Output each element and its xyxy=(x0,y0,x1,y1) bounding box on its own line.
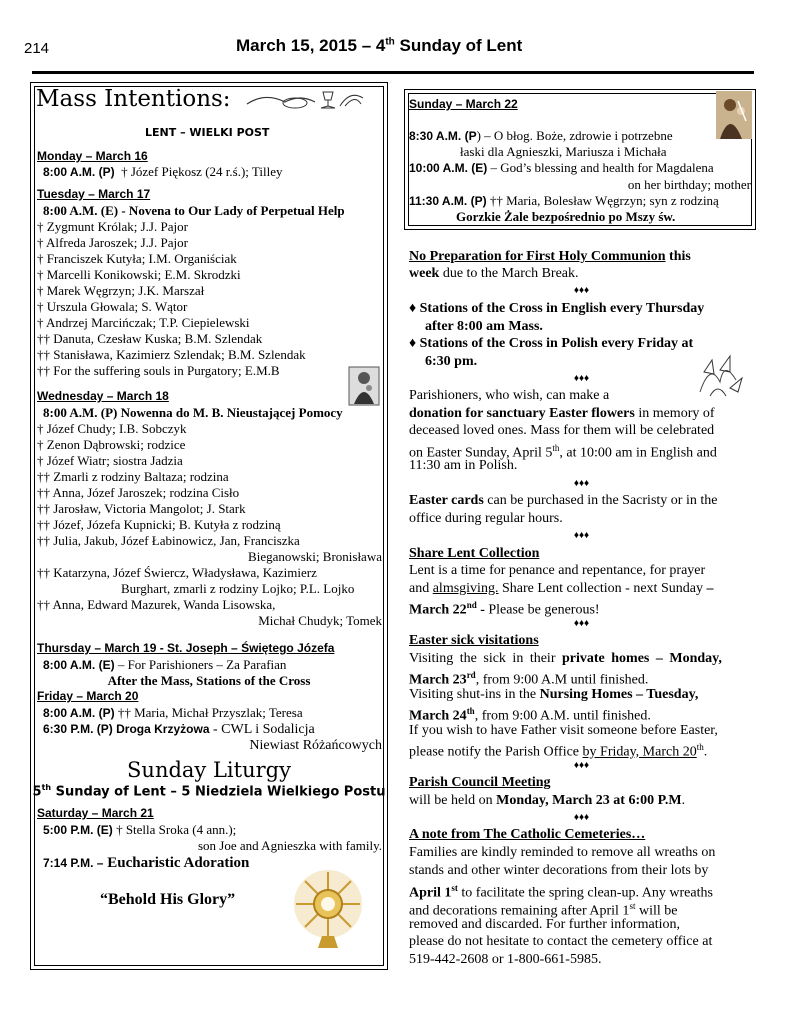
parish-council-line: will be held on Monday, March 23 at 6:00 P.M. xyxy=(409,793,686,808)
saturday-adoration: 7:14 P.M. – Eucharistic Adoration xyxy=(43,855,250,871)
intention-line: †† Anna, Józef Jaroszek; rodzina Cisło xyxy=(37,485,240,500)
intention-line: †† Danuta, Czesław Kuska; B.M. Szlendak xyxy=(37,331,263,346)
header-rule xyxy=(32,71,754,74)
monday-line: 8:00 A.M. (P) † Józef Piękosz (24 r.ś.); Tilley xyxy=(43,164,283,179)
intention-line: † Józef Chudy; I.B. Sobczyk xyxy=(37,421,187,436)
divider-diamonds: ♦♦♦ xyxy=(573,478,590,489)
share-lent-line-1: Lent is a time for penance and repentance, for prayer xyxy=(409,563,706,578)
sick-visits-line-6: please notify the Parish Office by Friday, March 20th. xyxy=(409,742,708,760)
flowers-line-5: 11:30 am in Polish. xyxy=(409,458,518,473)
intention-line: Burghart, zmarli z rodziny Lojko; P.L. Lojko xyxy=(121,581,355,596)
tuesday-intentions xyxy=(37,219,382,379)
mass-intentions-title: Mass Intentions: xyxy=(36,86,231,112)
wednesday-heading: Wednesday – March 18 xyxy=(37,389,169,403)
easter-cards-line-1: Easter cards can be purchased in the Sacristy or in the xyxy=(409,493,718,508)
cemeteries-title: A note from The Catholic Cemeteries… xyxy=(409,827,646,842)
divider-diamonds: ♦♦♦ xyxy=(573,373,590,384)
intention-line: † Andrzej Marcińczak; T.P. Ciepielewski xyxy=(37,315,250,330)
share-lent-title: Share Lent Collection xyxy=(409,546,540,561)
monstrance-illustration xyxy=(288,866,368,950)
divider-diamonds: ♦♦♦ xyxy=(573,760,590,771)
gorzkie-zale: Gorzkie Żale bezpośrednio po Mszy św. xyxy=(456,209,676,224)
intention-line: Bieganowski; Bronisława xyxy=(248,549,382,564)
monday-heading: Monday – March 16 xyxy=(37,149,148,163)
cemeteries-line-7: 519-442-2608 or 1-800-661-5985. xyxy=(409,952,602,967)
intention-line: †† Julia, Jakub, Józef Łabinowicz, Jan, Franciszka xyxy=(37,533,300,548)
intention-line: †† For the suffering souls in Purgatory; E.M.B xyxy=(37,363,280,378)
intention-line: † Alfreda Jaroszek; J.J. Pajor xyxy=(37,235,188,250)
stations-english: ♦ Stations of the Cross in English every Thursday xyxy=(409,301,705,316)
intention-line: †† Józef, Józefa Kupnicki; B. Kutyła z rodziną xyxy=(37,517,281,532)
intention-line: †† Stanisława, Kazimierz Szlendak; B.M. Szlendak xyxy=(37,347,306,362)
saturday-line-2: son Joe and Agnieszka with family. xyxy=(197,838,382,853)
thursday-stations: After the Mass, Stations of the Cross xyxy=(107,673,311,688)
divider-diamonds: ♦♦♦ xyxy=(573,812,590,823)
behold-his-glory: “Behold His Glory” xyxy=(100,891,236,908)
intention-line: † Urszula Głowala; S. Wątor xyxy=(37,299,188,314)
intention-line: † Zygmunt Królak; J.J. Pajor xyxy=(37,219,188,234)
sunday-1130-line: 11:30 A.M. (P) †† Maria, Bolesław Węgrzyn; syn z rodziną xyxy=(409,193,719,208)
friday-line-1: 8:00 A.M. (P) †† Maria, Michał Przyszlak; Teresa xyxy=(43,705,303,720)
intention-line: †† Zmarli z rodziny Baltaza; rodzina xyxy=(37,469,229,484)
parish-council-title: Parish Council Meeting xyxy=(409,775,551,790)
sunday-1000-line: 10:00 A.M. (E) – God’s blessing and health for Magdalena xyxy=(409,160,714,175)
sunday-1000-cont: on her birthday; mother xyxy=(627,177,751,192)
easter-cards-line-2: office during regular hours. xyxy=(409,511,563,526)
intention-line: † Józef Wiatr; siostra Jadzia xyxy=(37,453,183,468)
cemeteries-line-4: and decorations remaining after April 1st will be xyxy=(409,901,678,919)
cemeteries-line-1: Families are kindly reminded to remove all wreaths on xyxy=(409,845,716,860)
wednesday-novena: 8:00 A.M. (P) Nowenna do M. B. Nieustającej Pomocy xyxy=(43,405,343,420)
lent-subheading: LENT – WIELKI POST xyxy=(145,126,270,139)
intention-line: †† Jarosław, Victoria Mangolot; J. Stark xyxy=(37,501,246,516)
saturday-line-1: 5:00 P.M. (E) † Stella Sroka (4 ann.); xyxy=(43,822,237,837)
flowers-line-3: deceased loved ones. Mass for them will be celebrated xyxy=(409,423,715,438)
sick-visits-line-4: March 24th, from 9:00 A.M. until finished. xyxy=(409,706,651,724)
intention-line: †† Katarzyna, Józef Świercz, Władysława, Kazimierz xyxy=(37,565,317,580)
sick-visits-line-2: March 23rd, from 9:00 A.M until finished. xyxy=(409,670,649,688)
friday-heading: Friday – March 20 xyxy=(37,689,139,703)
wednesday-intentions xyxy=(37,421,382,629)
stations-polish-cont: 6:30 pm. xyxy=(425,354,478,369)
share-lent-line-3: March 22nd - Please be generous! xyxy=(409,600,600,618)
intention-line: † Marek Węgrzyn; J.K. Marszał xyxy=(37,283,205,298)
sick-visits-line-5: If you wish to have Father visit someone before Easter, xyxy=(409,723,718,738)
stations-english-cont: after 8:00 am Mass. xyxy=(425,319,543,334)
first-communion-notice: No Preparation for First Holy Communion this xyxy=(409,249,691,264)
page-title: March 15, 2015 – 4th Sunday of Lent xyxy=(236,36,523,55)
first-communion-notice-cont: week due to the March Break. xyxy=(409,266,579,281)
divider-diamonds: ♦♦♦ xyxy=(573,618,590,629)
tuesday-heading: Tuesday – March 17 xyxy=(37,187,151,201)
cemeteries-line-2: stands and other winter decorations from their lots by xyxy=(409,863,709,878)
cemeteries-line-6: please do not hesitate to contact the cemetery office at xyxy=(409,934,713,949)
thursday-heading: Thursday – March 19 - St. Joseph – Świętego Józefa xyxy=(37,641,335,655)
tuesday-novena: 8:00 A.M. (E) - Novena to Our Lady of Perpetual Help xyxy=(43,203,345,218)
stations-polish: ♦ Stations of the Cross in Polish every Friday at xyxy=(409,336,694,351)
intention-line: Michał Chudyk; Tomek xyxy=(258,613,382,628)
saturday-heading: Saturday – March 21 xyxy=(37,806,154,820)
thursday-line: 8:00 A.M. (E) – For Parishioners – Za Parafian xyxy=(43,657,287,672)
sunday-830-line: 8:30 A.M. (P) – O błog. Boże, zdrowie i potrzebne xyxy=(409,128,673,143)
divider-diamonds: ♦♦♦ xyxy=(573,285,590,296)
page-number: 214 xyxy=(24,40,50,57)
cemeteries-line-5: removed and discarded. For further information, xyxy=(409,917,680,932)
flowers-line-2: donation for sanctuary Easter flowers in memory of xyxy=(409,406,715,421)
friday-line-3: Niewiast Różańcowych xyxy=(249,738,382,753)
sunday-liturgy-title: Sunday Liturgy xyxy=(127,758,291,782)
sunday-heading: Sunday – March 22 xyxy=(409,97,518,111)
flowers-line-4: on Easter Sunday, April 5th, at 10:00 am in English and xyxy=(409,443,717,461)
cemeteries-line-3: April 1st to facilitate the spring clean-up. Any wreaths xyxy=(409,883,713,901)
sick-visits-line-1: Visiting the sick in their private homes – Monday, xyxy=(409,651,722,666)
intention-line: † Marcelli Konikowski; E.M. Skrodzki xyxy=(37,267,241,282)
intention-line: †† Anna, Edward Mazurek, Wanda Lisowska, xyxy=(37,597,276,612)
friday-line-2: 6:30 P.M. (P) Droga Krzyżowa - CWL i Sodalicja xyxy=(43,722,315,737)
intention-line: † Zenon Dąbrowski; rodzice xyxy=(37,437,186,452)
sunday-830-cont: łaski dla Agnieszki, Mariusza i Michała xyxy=(460,144,667,159)
intention-line: † Franciszek Kutyła; I.M. Organiściak xyxy=(37,251,237,266)
divider-diamonds: ♦♦♦ xyxy=(573,530,590,541)
bread-chalice-illustration xyxy=(245,88,365,110)
sick-visits-line-3: Visiting shut-ins in the Nursing Homes – Tuesday, xyxy=(409,687,699,702)
sunday-liturgy-subtitle: 5th Sunday of Lent – 5 Niedziela Wielkiego Postu xyxy=(32,783,386,800)
share-lent-line-2: and almsgiving. Share Lent collection - next Sunday – xyxy=(409,581,714,596)
sick-visits-title: Easter sick visitations xyxy=(409,633,539,648)
flowers-line-1: Parishioners, who wish, can make a xyxy=(409,388,610,403)
